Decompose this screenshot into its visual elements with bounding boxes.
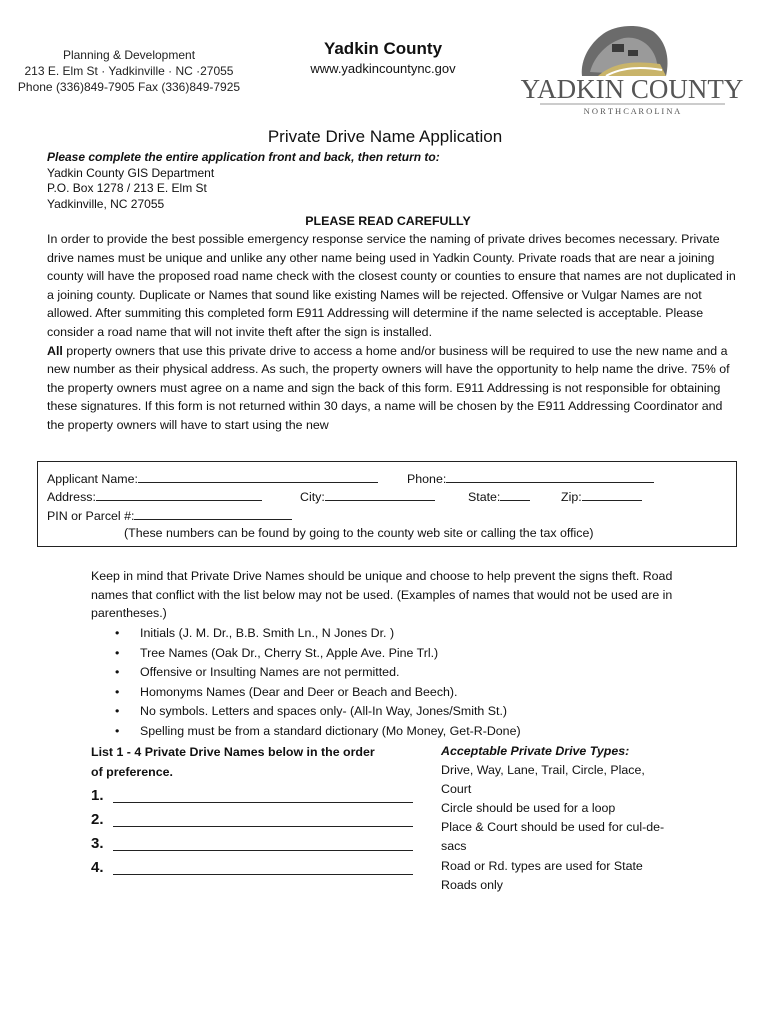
drive-name-field-4[interactable] (113, 874, 413, 875)
policy-paragraph-rest: property owners that use this private drive to access a home and/or business will be required to use the new name and a new number as their physical address. As such, the property owners will have the opportunity to help name the drive. 75% of the property owners must agree on a name and sign the back of this form. E911 Addressing is not responsible for obtaining these signatures. If this form is not returned within 30 days, a name will be chosen by the E911 Addressing Coordinator and the property owners will have to start using the new (47, 343, 730, 432)
applicant-name-field[interactable] (138, 469, 378, 483)
drive-name-entry (91, 859, 421, 883)
entry-number: 2. (91, 811, 104, 828)
list-item (115, 624, 715, 644)
drive-names-heading-line: of preference. (91, 765, 173, 779)
policy-paragraph: In order to provide the best possible emergency response service the naming of private drives becomes necessary. Private drive names must be unique and unlike any other name being used in Yadkin County. Private roads that are near a joining county will have the proposed road name check with the closest county or counties to ensure that names are not duplicated in a joining county. Duplicate or Names that sound like existing Names will be rejected. Offensive or Vulgar Names are not allowed. After summiting this completed form E911 Addressing will determine if the name selected is acceptable. Please consider a road name that will not invite theft after the sign is installed. (47, 232, 736, 339)
please-read-heading: PLEASE READ CAREFULLY (305, 214, 471, 228)
applicant-name-label: Applicant Name: (47, 472, 138, 486)
address-label: Address: (47, 490, 96, 504)
return-address-line: Yadkin County GIS Department (47, 165, 215, 180)
entry-number: 3. (91, 835, 104, 852)
zip-label: Zip: (561, 490, 582, 504)
naming-rules-list (115, 624, 715, 742)
rule-text: Initials (J. M. Dr., B.B. Smith Ln., N Jones Dr. ) (140, 626, 395, 640)
rule-text: Spelling must be from a standard dictionary (Mo Money, Get-R-Done) (140, 723, 521, 738)
applicant-info-box (37, 461, 737, 547)
bullet-icon: • (115, 704, 120, 719)
return-address-line: P.O. Box 1278 / 213 E. Elm St (47, 181, 207, 196)
pin-label: PIN or Parcel #: (47, 509, 135, 523)
rule-text: No symbols. Letters and spaces only- (All-In Way, Jones/Smith St.) (140, 704, 508, 719)
list-item (115, 663, 715, 683)
drive-types-line: Drive, Way, Lane, Trail, Circle, Place, (441, 763, 645, 778)
drive-names-heading-line: List 1 - 4 Private Drive Names below in the order (91, 745, 375, 759)
bullet-icon: • (115, 645, 120, 660)
city-field[interactable] (325, 487, 435, 501)
acceptable-drive-types (441, 742, 711, 895)
rule-text: Homonyms Names (Dear and Deer or Beach and Beech). (140, 684, 458, 699)
state-field[interactable] (500, 487, 530, 501)
return-instructions (47, 150, 737, 212)
drive-name-field-1[interactable] (113, 802, 413, 803)
logo-wordmark: YADKIN COUNTY (520, 74, 744, 104)
department-name: Planning & Development (62, 48, 196, 62)
drive-types-line: sacs (441, 839, 467, 854)
county-website: www.yadkincountync.gov (310, 61, 456, 76)
list-item (115, 722, 715, 742)
bullet-icon: • (115, 665, 120, 680)
entry-number: 1. (91, 787, 104, 804)
drive-types-line: Court (441, 782, 472, 797)
entry-number: 4. (91, 859, 104, 876)
city-label: City: (300, 490, 325, 504)
return-address-line: Yadkinville, NC 27055 (47, 196, 165, 211)
drive-name-entry (91, 787, 421, 811)
address-field[interactable] (96, 487, 262, 501)
department-phone: Phone (336)849-7905 Fax (336)849-7925 (17, 80, 241, 94)
county-logo (520, 20, 745, 116)
bullet-icon: • (115, 723, 120, 738)
rule-text: Offensive or Insulting Names are not permitted. (140, 665, 400, 680)
phone-label: Phone: (407, 472, 447, 486)
department-address: 213 E. Elm St · Yadkinville · NC ·27055 (24, 64, 234, 78)
list-item (115, 644, 715, 664)
list-item (115, 683, 715, 703)
bullet-icon: • (115, 626, 120, 640)
drive-names-heading (91, 742, 421, 782)
drive-types-line: Place & Court should be used for cul-de- (441, 820, 665, 835)
drive-types-line: Roads only (441, 877, 503, 892)
instructions-lead: Please complete the entire application front and back, then return to: (47, 150, 440, 164)
phone-field[interactable] (446, 469, 654, 483)
county-logo-graphic (520, 20, 745, 116)
drive-name-entry (91, 835, 421, 859)
state-label: State: (468, 490, 501, 504)
drive-types-line: Circle should be used for a loop (441, 801, 616, 816)
policy-text (47, 230, 737, 454)
drive-types-heading: Acceptable Private Drive Types: (441, 744, 630, 758)
logo-state: N O R T H C A R O L I N A (583, 106, 681, 116)
pin-help-note: (These numbers can be found by going to the county web site or calling the tax office) (124, 526, 594, 540)
county-heading (290, 38, 476, 78)
policy-paragraph (47, 342, 737, 435)
zip-field[interactable] (582, 487, 642, 501)
county-title: Yadkin County (323, 39, 443, 58)
drive-types-line: Road or Rd. types are used for State (441, 858, 643, 873)
pin-field[interactable] (134, 506, 292, 520)
emphasis-all: All (47, 343, 63, 358)
drive-name-field-3[interactable] (113, 850, 413, 851)
bullet-icon: • (115, 684, 120, 699)
rule-text: Tree Names (Oak Dr., Cherry St., Apple Ave. Pine Trl.) (140, 645, 439, 660)
naming-guidance: Keep in mind that Private Drive Names should be unique and choose to help prevent the signs theft. Road names that conflict with the list below may not be used. (Examples of names that would not be used are in parentheses.) (91, 569, 673, 621)
list-item (115, 702, 715, 722)
drive-name-field-2[interactable] (113, 826, 413, 827)
department-contact (0, 47, 258, 95)
form-title: Private Drive Name Application (267, 127, 503, 146)
drive-name-entry (91, 811, 421, 835)
